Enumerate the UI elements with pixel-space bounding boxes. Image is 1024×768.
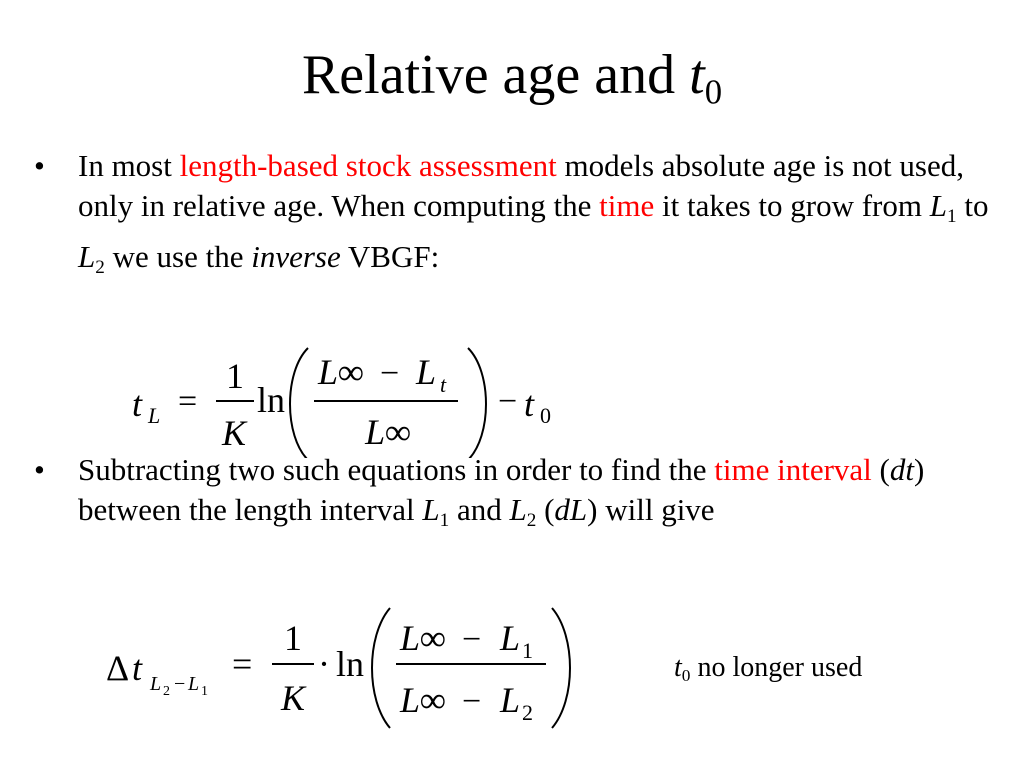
eq1-t0: t	[524, 384, 535, 424]
bullet-2-part: (	[871, 452, 890, 487]
var-L1-sub: 1	[439, 509, 450, 531]
eq2-K: K	[280, 678, 306, 718]
eq2-t: t	[132, 648, 143, 688]
eq2-num-Linf: L∞	[400, 618, 446, 658]
equation-time-interval	[100, 600, 580, 730]
eq1-one: 1	[226, 356, 244, 396]
eq2-num-L: L	[500, 618, 521, 658]
var-L1: L	[929, 188, 947, 223]
highlight-time-interval: time interval	[714, 452, 872, 487]
eq1-num-L: L	[416, 352, 437, 392]
note-text: no longer used	[690, 652, 863, 683]
eq1-right-paren	[468, 348, 486, 458]
title-subscript: 0	[704, 72, 723, 112]
slide-title	[0, 40, 1024, 127]
bullet-2-part: and	[449, 492, 510, 527]
eq1-ln: ln	[257, 380, 286, 420]
eq1-den-Linf: L∞	[365, 412, 411, 452]
eq1-minus: −	[498, 383, 518, 420]
bullet-1-text	[78, 146, 994, 288]
eq1-equals: =	[178, 383, 198, 420]
eq1-num-minus: −	[380, 355, 400, 392]
eq2-ln: ln	[336, 644, 365, 684]
var-L1: L	[422, 492, 440, 527]
bullet-2-part: ) will give	[587, 492, 715, 527]
eq1-t-sub: L	[148, 403, 161, 428]
eq2-num-sub: 1	[522, 638, 533, 663]
eq2-den-sub: 2	[522, 700, 533, 725]
bullet-2-part: Subtracting two such equations in order to find the	[78, 452, 715, 487]
equation-inverse-vbgf	[120, 338, 590, 458]
bullet-1	[34, 146, 994, 288]
highlight-length-based-stock-assessment: length-based stock assessment	[179, 148, 557, 183]
bullet-1-part: to	[956, 188, 989, 223]
var-dL: dL	[554, 492, 588, 527]
eq1-K: K	[221, 413, 247, 453]
eq2-sub-L2: L	[150, 673, 162, 695]
note-subscript: 0	[681, 666, 691, 686]
bullet-2-part: (	[536, 492, 555, 527]
eq2-delta: Δ	[106, 648, 130, 688]
eq1-num-L-sub: t	[440, 372, 447, 397]
eq2-one: 1	[284, 618, 302, 658]
var-L2-sub: 2	[526, 509, 537, 531]
bullet-1-part: it takes to grow from	[654, 188, 930, 223]
bullet-1-part: In most	[78, 148, 180, 183]
eq2-dot: ·	[318, 644, 330, 684]
bullet-2-part: ) between the length interval	[78, 452, 925, 527]
var-L2: L	[78, 238, 96, 274]
var-L2-sub: 2	[95, 256, 105, 278]
eq2-den-minus: −	[462, 683, 482, 720]
bullet-2	[34, 450, 994, 541]
highlight-time: time	[599, 188, 655, 223]
bullet-2-text	[78, 450, 994, 541]
eq2-sub-1: 1	[201, 684, 208, 699]
var-L1-sub: 1	[947, 205, 957, 227]
eq2-den-Linf: L∞	[400, 680, 446, 720]
t0-note	[674, 650, 862, 694]
bullet-1-part: models absolute age is not used, only in relative age. When computing the	[78, 148, 964, 223]
eq2-sub-minus: −	[174, 673, 186, 695]
note-variable: t	[674, 652, 682, 683]
eq1-num-Linf: L∞	[318, 352, 364, 392]
bullet-marker: •	[34, 452, 45, 487]
eq2-num-minus: −	[462, 621, 482, 658]
bullet-marker: •	[34, 148, 45, 183]
emphasis-inverse: inverse	[251, 238, 341, 274]
eq2-den-L: L	[500, 680, 521, 720]
title-text: Relative age and	[301, 44, 690, 106]
eq1-t: t	[132, 384, 143, 424]
bullet-1-part: VBGF:	[340, 238, 440, 274]
eq1-left-paren	[290, 348, 308, 458]
eq2-equals: =	[232, 644, 253, 684]
var-L2: L	[509, 492, 527, 527]
bullet-1-part: we use the	[104, 238, 252, 274]
eq2-left-paren	[372, 608, 390, 728]
eq2-sub-2: 2	[163, 684, 170, 699]
eq2-sub-L1: L	[188, 673, 200, 695]
var-dt: dt	[889, 452, 914, 487]
title-variable: t	[689, 44, 705, 106]
eq1-t0-sub: 0	[540, 403, 551, 428]
eq2-right-paren	[552, 608, 570, 728]
